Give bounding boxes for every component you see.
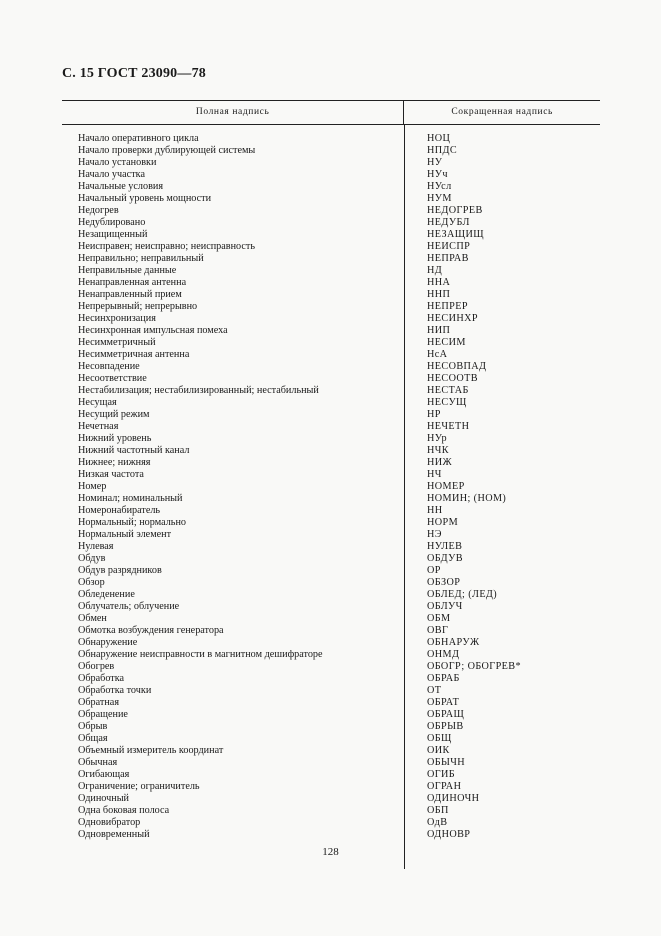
- table-row: [62, 505, 600, 517]
- abbreviation: ОБЛЕД; (ЛЕД): [427, 589, 498, 600]
- table-row: [62, 637, 600, 649]
- full-label: Обнаружение неисправности в магнитном дешифраторе: [78, 649, 323, 660]
- full-label: Обмен: [78, 613, 107, 624]
- full-label: Обработка точки: [78, 685, 152, 696]
- abbreviation: НУ: [427, 157, 443, 168]
- table-row: [62, 829, 600, 841]
- full-label: Обледенение: [78, 589, 135, 600]
- full-label: Нулевая: [78, 541, 114, 552]
- full-label: Несущая: [78, 397, 117, 408]
- table-row: [62, 433, 600, 445]
- abbreviation: НЕЧЕТН: [427, 421, 470, 432]
- table-row: [62, 661, 600, 673]
- column-header-abbr: Сокращенная надпись: [451, 107, 553, 117]
- full-label: Нечетная: [78, 421, 119, 432]
- abbreviation: ОНМД: [427, 649, 460, 660]
- full-label: Обрыв: [78, 721, 108, 732]
- table-row: [62, 745, 600, 757]
- table-row: [62, 589, 600, 601]
- table-row: [62, 229, 600, 241]
- abbreviation: ОБРАБ: [427, 673, 460, 684]
- table-row: [62, 517, 600, 529]
- abbreviation: ОБЫЧН: [427, 757, 466, 768]
- table-row: [62, 721, 600, 733]
- abbreviation-table: [62, 100, 600, 841]
- full-label: Номинал; номинальный: [78, 493, 183, 504]
- table-row: [62, 553, 600, 565]
- abbreviation: НЕПРЕР: [427, 301, 468, 312]
- table-row: [62, 817, 600, 829]
- table-row: [62, 349, 600, 361]
- abbreviation: НН: [427, 505, 443, 516]
- abbreviation: НПДС: [427, 145, 458, 156]
- table-row: [62, 205, 600, 217]
- abbreviation: НЧ: [427, 469, 442, 480]
- full-label: Обращение: [78, 709, 128, 720]
- full-label: Нормальный элемент: [78, 529, 172, 540]
- page-number: 128: [322, 846, 339, 858]
- abbreviation: НОРМ: [427, 517, 459, 528]
- full-label: Нижний уровень: [78, 433, 152, 444]
- table-row: [62, 277, 600, 289]
- table-row: [62, 301, 600, 313]
- full-label: Недублировано: [78, 217, 146, 228]
- abbreviation: НЕСООТВ: [427, 373, 478, 384]
- full-label: Несинхронизация: [78, 313, 156, 324]
- abbreviation: НОМИН; (НОМ): [427, 493, 507, 504]
- full-label: Обдув: [78, 553, 106, 564]
- full-label: Обнаружение: [78, 637, 138, 648]
- abbreviation: ОБНАРУЖ: [427, 637, 480, 648]
- full-label: Обзор: [78, 577, 105, 588]
- full-label: Огибающая: [78, 769, 130, 780]
- column-header-full: Полная надпись: [62, 101, 404, 124]
- table-row: [62, 673, 600, 685]
- table-row: [62, 613, 600, 625]
- abbreviation: ОБРАЩ: [427, 709, 465, 720]
- table-row: [62, 337, 600, 349]
- full-label: Нижний частотный канал: [78, 445, 190, 456]
- full-label: Несоответствие: [78, 373, 147, 384]
- abbreviation: НУсл: [427, 181, 452, 192]
- table-row: [62, 313, 600, 325]
- table-row: [62, 289, 600, 301]
- full-label: Начало оперативного цикла: [78, 133, 199, 144]
- full-label: Обогрев: [78, 661, 115, 672]
- abbreviation: ОдВ: [427, 817, 448, 828]
- full-label: Начало установки: [78, 157, 157, 168]
- full-label: Одна боковая полоса: [78, 805, 170, 816]
- table-body: [62, 125, 600, 841]
- abbreviation: ОБЗОР: [427, 577, 461, 588]
- abbreviation: НЕСИМ: [427, 337, 466, 348]
- table-row: [62, 529, 600, 541]
- table-row: [62, 409, 600, 421]
- full-label: Незащищенный: [78, 229, 148, 240]
- table-row: [62, 265, 600, 277]
- table-row: [62, 541, 600, 553]
- abbreviation: ННА: [427, 277, 451, 288]
- table-row: [62, 793, 600, 805]
- abbreviation: НОЦ: [427, 133, 451, 144]
- full-label: Неправильные данные: [78, 265, 177, 276]
- abbreviation: ОГРАН: [427, 781, 462, 792]
- abbreviation: НР: [427, 409, 441, 420]
- table-row: [62, 193, 600, 205]
- full-label: Одиночный: [78, 793, 130, 804]
- abbreviation: ОБРЫВ: [427, 721, 464, 732]
- abbreviation: ОГИБ: [427, 769, 456, 780]
- full-label: Несимметричный: [78, 337, 156, 348]
- abbreviation: ОБЛУЧ: [427, 601, 463, 612]
- abbreviation: НУЛЕВ: [427, 541, 463, 552]
- full-label: Неисправен; неисправно; неисправность: [78, 241, 256, 252]
- full-label: Обратная: [78, 697, 120, 708]
- full-label: Начало проверки дублирующей системы: [78, 145, 256, 156]
- abbreviation: НЕСУЩ: [427, 397, 467, 408]
- column-divider: [404, 125, 405, 869]
- table-row: [62, 181, 600, 193]
- full-label: Несимметричная антенна: [78, 349, 190, 360]
- full-label: Номеронабиратель: [78, 505, 161, 516]
- table-row: [62, 157, 600, 169]
- full-label: Начальный уровень мощности: [78, 193, 212, 204]
- abbreviation: НЭ: [427, 529, 442, 540]
- table-row: [62, 481, 600, 493]
- table-row: [62, 709, 600, 721]
- full-label: Непрерывный; непрерывно: [78, 301, 198, 312]
- table-row: [62, 145, 600, 157]
- table-row: [62, 649, 600, 661]
- table-row: [62, 769, 600, 781]
- abbreviation: ОБОГР; ОБОГРЕВ*: [427, 661, 521, 672]
- abbreviation: НсА: [427, 349, 448, 360]
- table-row: [62, 421, 600, 433]
- full-label: Начало участка: [78, 169, 145, 180]
- table-row: [62, 361, 600, 373]
- full-label: Неправильно; неправильный: [78, 253, 204, 264]
- full-label: Обмотка возбуждения генератора: [78, 625, 224, 636]
- abbreviation: НУч: [427, 169, 448, 180]
- full-label: Обработка: [78, 673, 125, 684]
- abbreviation: ОДНОВР: [427, 829, 471, 840]
- table-row: [62, 325, 600, 337]
- abbreviation: НЕСИНХР: [427, 313, 478, 324]
- table-row: [62, 253, 600, 265]
- full-label: Ненаправленная антенна: [78, 277, 187, 288]
- abbreviation: ОБМ: [427, 613, 451, 624]
- full-label: Нормальный; нормально: [78, 517, 186, 528]
- table-row: [62, 493, 600, 505]
- abbreviation: НЕИСПР: [427, 241, 471, 252]
- full-label: Несинхронная импульсная помеха: [78, 325, 228, 336]
- abbreviation: НИП: [427, 325, 451, 336]
- full-label: Несущий режим: [78, 409, 150, 420]
- table-row: [62, 697, 600, 709]
- abbreviation: НД: [427, 265, 443, 276]
- abbreviation: НЕСТАБ: [427, 385, 469, 396]
- abbreviation: ОДИНОЧН: [427, 793, 480, 804]
- abbreviation: ОБРАТ: [427, 697, 460, 708]
- full-label: Облучатель; облучение: [78, 601, 180, 612]
- page-header: С. 15 ГОСТ 23090—78: [62, 66, 206, 81]
- table-row: [62, 577, 600, 589]
- abbreviation: НУМ: [427, 193, 452, 204]
- full-label: Несовпадение: [78, 361, 140, 372]
- table-row: [62, 565, 600, 577]
- table-row: [62, 757, 600, 769]
- table-row: [62, 469, 600, 481]
- full-label: Обычная: [78, 757, 118, 768]
- full-label: Номер: [78, 481, 107, 492]
- table-row: [62, 805, 600, 817]
- abbreviation: НЕСОВПАД: [427, 361, 487, 372]
- abbreviation: ННП: [427, 289, 451, 300]
- table-row: [62, 445, 600, 457]
- abbreviation: ОБДУВ: [427, 553, 463, 564]
- table-row: [62, 625, 600, 637]
- table-row: [62, 241, 600, 253]
- abbreviation: НЕДОГРЕВ: [427, 205, 483, 216]
- abbreviation: НЕПРАВ: [427, 253, 469, 264]
- abbreviation: НЕЗАЩИЩ: [427, 229, 484, 240]
- table-header: [62, 100, 600, 125]
- table-row: [62, 133, 600, 145]
- abbreviation: ОБП: [427, 805, 449, 816]
- full-label: Ненаправленный прием: [78, 289, 182, 300]
- full-label: Недогрев: [78, 205, 119, 216]
- abbreviation: НИЖ: [427, 457, 453, 468]
- abbreviation: ОВГ: [427, 625, 449, 636]
- table-row: [62, 601, 600, 613]
- abbreviation: ОР: [427, 565, 441, 576]
- abbreviation: НЕДУБЛ: [427, 217, 470, 228]
- table-row: [62, 397, 600, 409]
- full-label: Ограничение; ограничитель: [78, 781, 200, 792]
- full-label: Объемный измеритель координат: [78, 745, 224, 756]
- full-label: Общая: [78, 733, 108, 744]
- abbreviation: НОМЕР: [427, 481, 465, 492]
- table-row: [62, 373, 600, 385]
- full-label: Нижнее; нижняя: [78, 457, 151, 468]
- table-row: [62, 457, 600, 469]
- full-label: Начальные условия: [78, 181, 164, 192]
- full-label: Одновибратор: [78, 817, 141, 828]
- full-label: Одновременный: [78, 829, 150, 840]
- table-row: [62, 169, 600, 181]
- full-label: Нестабилизация; нестабилизированный; нестабильный: [78, 385, 319, 396]
- full-label: Обдув разрядников: [78, 565, 162, 576]
- table-row: [62, 733, 600, 745]
- abbreviation: ОИК: [427, 745, 450, 756]
- table-row: [62, 685, 600, 697]
- full-label: Низкая частота: [78, 469, 144, 480]
- abbreviation: НЧК: [427, 445, 449, 456]
- abbreviation: ОТ: [427, 685, 442, 696]
- table-row: [62, 217, 600, 229]
- abbreviation: ОБЩ: [427, 733, 452, 744]
- abbreviation: НУр: [427, 433, 447, 444]
- table-row: [62, 385, 600, 397]
- table-row: [62, 781, 600, 793]
